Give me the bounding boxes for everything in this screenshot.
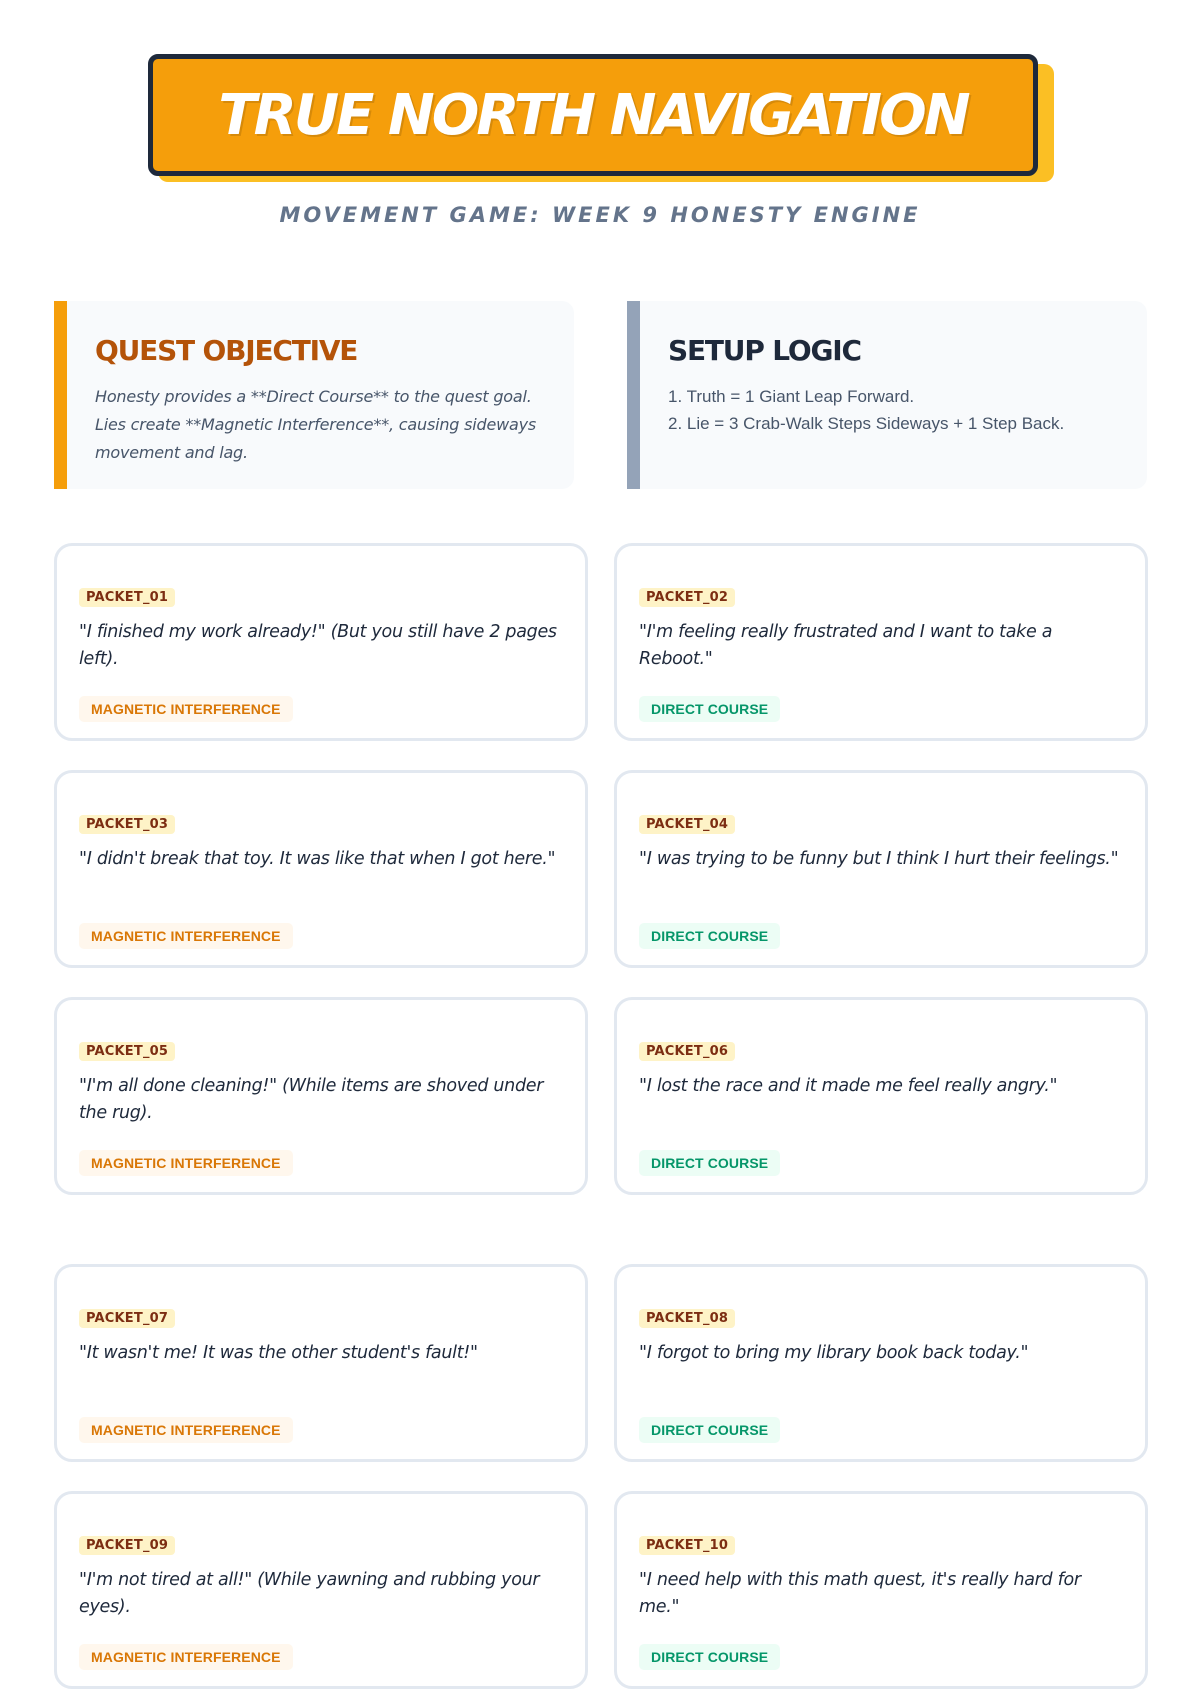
scenario-card bbox=[54, 543, 588, 741]
setup-logic-box bbox=[627, 301, 1147, 489]
scenario-quote: "I'm all done cleaning!" (While items are shoved under the rug). bbox=[79, 1076, 544, 1123]
scenario-card bbox=[614, 770, 1148, 968]
magnetic-interference-tag: MAGNETIC INTERFERENCE bbox=[79, 1644, 293, 1670]
packet-badge: PACKET_09 bbox=[79, 1536, 175, 1555]
packet-badge: PACKET_07 bbox=[79, 1309, 175, 1328]
quest-objective-text: Honesty provides a **Direct Course** to the quest goal. Lies create **Magnetic Interference**, causing sideways movement and lag. bbox=[95, 387, 536, 462]
setup-logic-heading: SETUP LOGIC bbox=[668, 334, 861, 367]
packet-badge: PACKET_10 bbox=[639, 1536, 735, 1555]
scenario-card bbox=[54, 770, 588, 968]
scenario-quote: "It wasn't me! It was the other student's fault!" bbox=[79, 1343, 478, 1363]
scenario-quote: "I didn't break that toy. It was like that when I got here." bbox=[79, 849, 556, 869]
scenario-card bbox=[614, 1264, 1148, 1462]
scenario-card bbox=[614, 1491, 1148, 1689]
packet-badge: PACKET_01 bbox=[79, 588, 175, 607]
scenario-card bbox=[54, 1491, 588, 1689]
magnetic-interference-tag: MAGNETIC INTERFERENCE bbox=[79, 1417, 293, 1443]
direct-course-tag: DIRECT COURSE bbox=[639, 1644, 780, 1670]
scenario-quote: "I need help with this math quest, it's really hard for me." bbox=[639, 1570, 1081, 1617]
page-subtitle: MOVEMENT GAME: WEEK 9 HONESTY ENGINE bbox=[279, 203, 921, 227]
scenario-card bbox=[54, 997, 588, 1195]
title-banner-box bbox=[148, 54, 1038, 176]
direct-course-tag: DIRECT COURSE bbox=[639, 1150, 780, 1176]
direct-course-tag: DIRECT COURSE bbox=[639, 696, 780, 722]
magnetic-interference-tag: MAGNETIC INTERFERENCE bbox=[79, 923, 293, 949]
title-banner bbox=[148, 54, 1054, 184]
page-title: TRUE NORTH NAVIGATION bbox=[218, 82, 968, 148]
packet-badge: PACKET_04 bbox=[639, 815, 735, 834]
packet-badge: PACKET_06 bbox=[639, 1042, 735, 1061]
direct-course-tag: DIRECT COURSE bbox=[639, 1417, 780, 1443]
scenario-card bbox=[614, 543, 1148, 741]
scenario-card bbox=[614, 997, 1148, 1195]
packet-badge: PACKET_03 bbox=[79, 815, 175, 834]
setup-rule-truth: 1. Truth = 1 Giant Leap Forward. bbox=[668, 387, 915, 406]
scenario-quote: "I was trying to be funny but I think I hurt their feelings." bbox=[639, 849, 1119, 869]
scenario-quote: "I'm feeling really frustrated and I want to take a Reboot." bbox=[639, 622, 1053, 669]
packet-badge: PACKET_08 bbox=[639, 1309, 735, 1328]
magnetic-interference-tag: MAGNETIC INTERFERENCE bbox=[79, 696, 293, 722]
scenario-quote: "I'm not tired at all!" (While yawning and rubbing your eyes). bbox=[79, 1570, 540, 1617]
magnetic-interference-tag: MAGNETIC INTERFERENCE bbox=[79, 1150, 293, 1176]
scenario-quote: "I finished my work already!" (But you still have 2 pages left). bbox=[79, 622, 557, 669]
setup-rule-lie: 2. Lie = 3 Crab-Walk Steps Sideways + 1 Step Back. bbox=[668, 414, 1065, 433]
direct-course-tag: DIRECT COURSE bbox=[639, 923, 780, 949]
packet-badge: PACKET_02 bbox=[639, 588, 735, 607]
scenario-quote: "I lost the race and it made me feel really angry." bbox=[639, 1076, 1058, 1096]
packet-badge: PACKET_05 bbox=[79, 1042, 175, 1061]
quest-objective-box bbox=[54, 301, 574, 489]
quest-objective-heading: QUEST OBJECTIVE bbox=[95, 334, 358, 367]
scenario-quote: "I forgot to bring my library book back today." bbox=[639, 1343, 1029, 1363]
scenario-card bbox=[54, 1264, 588, 1462]
